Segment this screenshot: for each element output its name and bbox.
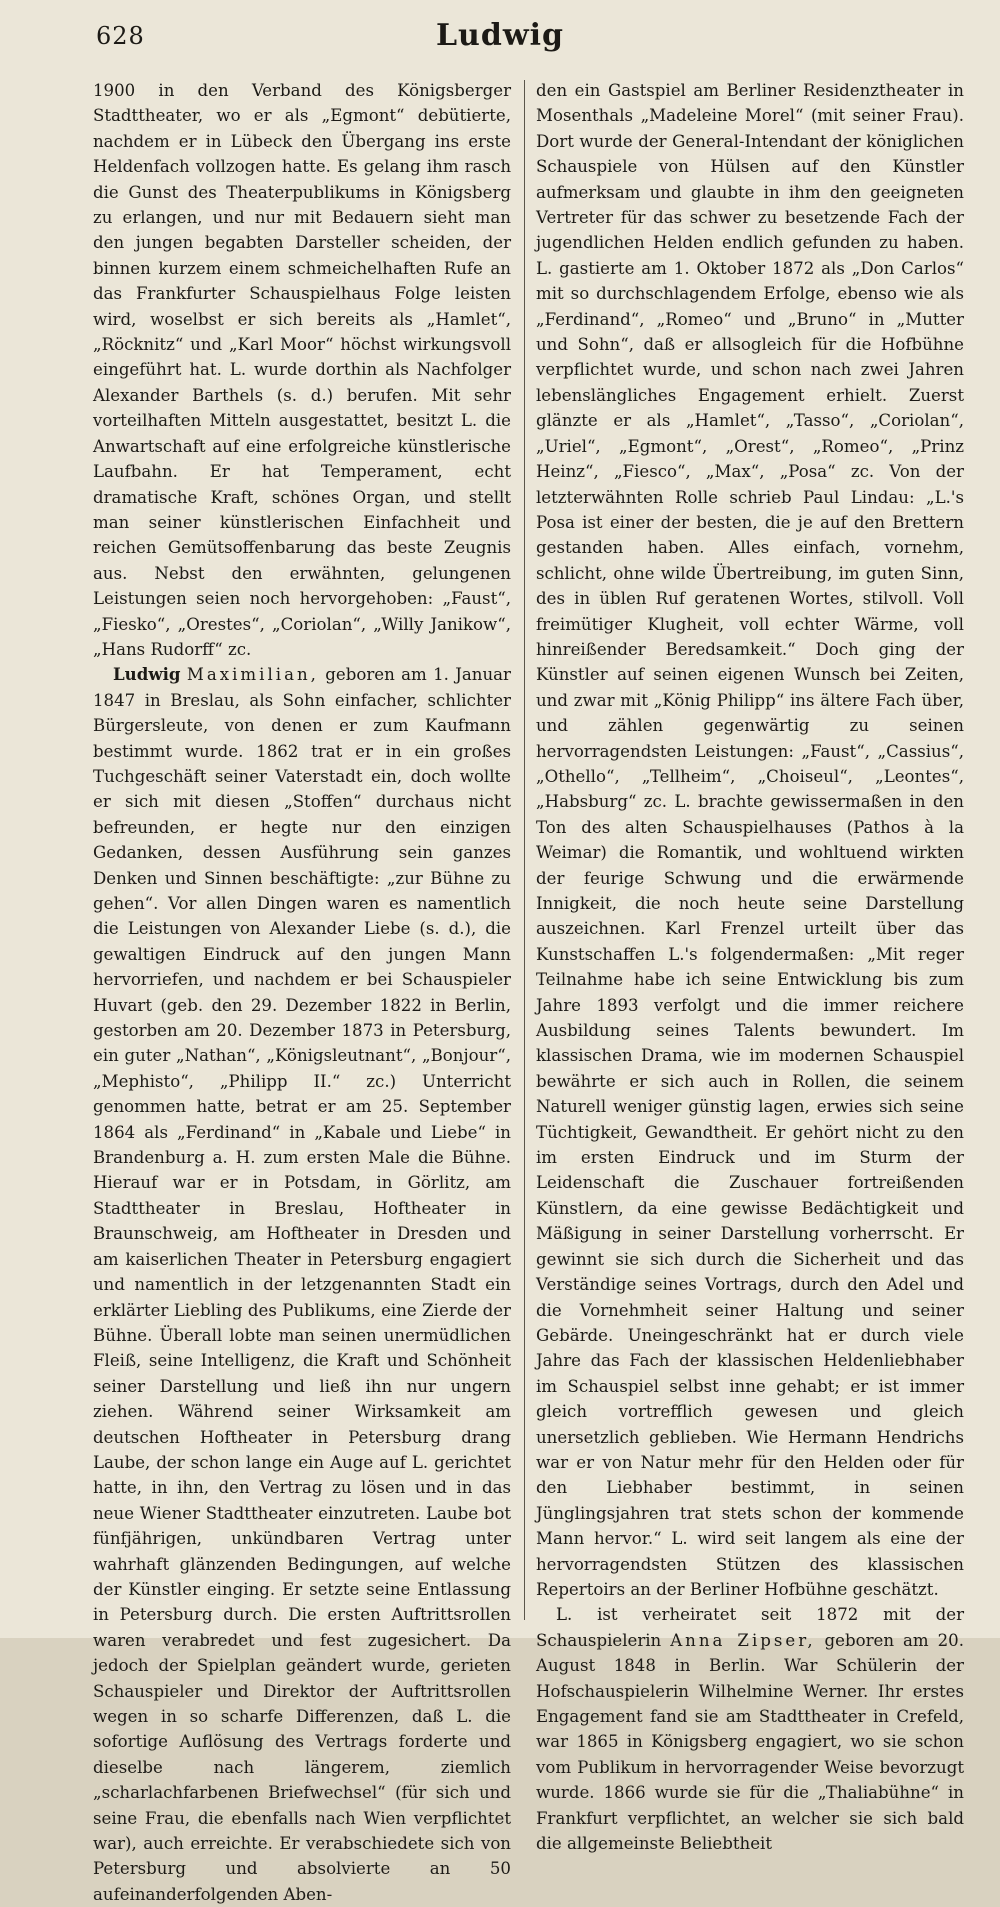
spouse-name: Anna Zipser, (670, 1630, 816, 1650)
entry-headword: Ludwig (113, 664, 181, 685)
paragraph-spouse (536, 1602, 964, 1856)
right-column (536, 78, 964, 1856)
spouse-text-end: geboren am 20. August 1848 in Berlin. War Schülerin der Hofschauspielerin Wilhelmine Werner. Ihr erstes Engagement fand sie am Stadttheater in Crefeld, war 1865 in Königsberg engagiert, wo sie schon vom Publikum in hervorragender Weise bevorzugt wurde. 1866 wurde sie für die „Thaliabühne“ in Frankfurt verpflichtet, an welcher sie sich bald die allgemeinste Beliebtheit (536, 1630, 964, 1854)
running-head: Ludwig (435, 18, 565, 53)
entry-given-name: Maximilian, (186, 665, 319, 685)
paragraph-continuation: 1900 in den Verband des Königsberger Stadttheater, wo er als „Egmont“ debütierte, nachdem er in Lübeck den Übergang ins erste Heldenfach vollzogen hatte. Es gelang ihm rasch die Gunst des Theaterpublikums in Königsberg zu erlangen, und nur mit Bedauern sieht man den jungen begabten Darsteller scheiden, der binnen kurzem einem schmeichelhaften Rufe an das Frankfurter Schauspielhaus Folge leisten wird, woselbst er sich bereits als „Hamlet“, „Röcknitz“ und „Karl Moor“ höchst wirkungsvoll eingeführt hat. L. wurde dorthin als Nachfolger Alexander Barthels (s. d.) berufen. Mit sehr vorteilhaften Mitteln ausgestattet, besitzt L. die Anwartschaft auf eine erfolgreiche künstlerische Laufbahn. Er hat Temperament, echt dramatische Kraft, schönes Organ, und stellt man seiner künstlerischen Einfachheit und reichen Gemütsoffenbarung das beste Zeugnis aus. Nebst den erwähnten, gelungenen Leistungen seien noch hervorgehoben: „Faust“, „Fiesko“, „Orestes“, „Coriolan“, „Willy Janikow“, „Hans Rudorff“ zc. (93, 81, 511, 659)
entry-ludwig-maximilian (93, 662, 511, 1907)
left-column (93, 78, 511, 1907)
spouse-text-start: L. ist verheiratet seit 1872 mit der Schauspielerin (536, 1605, 964, 1650)
page-number: 628 (96, 22, 145, 50)
entry-text: geboren am 1. Januar 1847 in Breslau, als Sohn einfacher, schlichter Bürgersleute, von denen er zum Kaufmann bestimmt wurde. 1862 trat er in ein großes Tuchgeschäft seiner Vaterstadt ein, doch wollte er sich mit diesen „Stoffen“ durchaus nicht befreunden, er hegte nur den einzigen Gedanken, dessen Ausführung sein ganzes Denken und Sinnen beschäftigte: „zur Bühne zu gehen“. Vor allen Dingen waren es namentlich die Leistungen von Alexander Liebe (s. d.), die gewaltigen Eindruck auf den jungen Mann hervorriefen, und nachdem er bei Schauspieler Huvart (geb. den 29. Dezember 1822 in Berlin, gestorben am 20. Dezember 1873 in Petersburg, ein guter „Nathan“, „Königsleutnant“, „Bonjour“, „Mephisto“, „Philipp II.“ zc.) Unterricht genommen hatte, betrat er am 25. September 1864 als „Ferdinand“ in „Kabale und Liebe“ in Brandenburg a. H. zum ersten Male die Bühne. Hierauf war er in Potsdam, in Görlitz, am Stadttheater in Breslau, Hoftheater in Braunschweig, am Hoftheater in Dresden und am kaiserlichen Theater in Petersburg engagiert und namentlich in der letzgenannten Stadt ein erklärter Liebling des Publikums, eine Zierde der Bühne. Überall lobte man seinen unermüdlichen Fleiß, seine Intelligenz, die Kraft und Schönheit seiner Darstellung und ließ ihn nur ungern ziehen. Während seiner Wirksamkeit am deutschen Hoftheater in Petersburg drang Laube, der schon lange ein Auge auf L. gerichtet hatte, in ihn, den Vertrag zu lösen und in das neue Wiener Stadttheater einzutreten. Laube bot fünfjährigen, unkündbaren Vertrag unter wahrhaft glänzenden Bedingungen, auf welche der Künstler einging. Er setzte seine Entlassung in Petersburg durch. Die ersten Auftrittsrollen waren verabredet und fest zugesichert. Da jedoch der Spielplan geändert wurde, gerieten Schauspieler und Direktor der Auftrittsrollen wegen in so scharfe Differenzen, daß L. die sofortige Auflösung des Vertrags forderte und dieselbe nach längerem, ziemlich „scharlachfarbenen Briefwechsel“ (für sich und seine Frau, die ebenfalls nach Wien verpflichtet war), auch erreichte. Er verabschiedete sich von Petersburg und absolvierte an 50 aufeinanderfolgenden Aben- (93, 665, 511, 1904)
column-divider (524, 80, 525, 1620)
paragraph-continuation-right: den ein Gastspiel am Berliner Residenztheater in Mosenthals „Madeleine Morel“ (mit seiner Frau). Dort wurde der General-Intendant der königlichen Schauspiele von Hülsen auf den Künstler aufmerksam und glaubte in ihm den geeigneten Vertreter für das schwer zu besetzende Fach der jugendlichen Helden endlich gefunden zu haben. L. gastierte am 1. Oktober 1872 als „Don Carlos“ mit so durchschlagendem Erfolge, ebenso wie als „Ferdinand“, „Romeo“ und „Bruno“ in „Mutter und Sohn“, daß er allsogleich für die Hofbühne verpflichtet wurde, und schon nach zwei Jahren lebenslängliches Engagement erhielt. Zuerst glänzte er als „Hamlet“, „Tasso“, „Coriolan“, „Uriel“, „Egmont“, „Orest“, „Romeo“, „Prinz Heinz“, „Fiesco“, „Max“, „Posa“ zc. Von der letzterwähnten Rolle schrieb Paul Lindau: „L.'s Posa ist einer der besten, die je auf den Brettern gestanden haben. Alles einfach, vornehm, schlicht, ohne wilde Übertreibung, im guten Sinn, des in üblen Ruf geratenen Wortes, stilvoll. Voll freimütiger Klugheit, voll echter Wärme, voll hinreißender Beredsamkeit.“ Doch ging der Künstler auf seinen eigenen Wunsch bei Zeiten, und zwar mit „König Philipp“ ins ältere Fach über, und zählen gegenwärtig zu seinen hervorragendsten Leistungen: „Faust“, „Cassius“, „Othello“, „Tellheim“, „Choiseul“, „Leontes“, „Habsburg“ zc. L. brachte gewissermaßen in den Ton des alten Schauspielhauses (Pathos à la Weimar) die Romantik, und wohltuend wirkten der feurige Schwung und die erwärmende Innigkeit, die noch heute seine Darstellung auszeichnen. Karl Frenzel urteilt über das Kunstschaffen L.'s folgendermaßen: „Mit reger Teilnahme habe ich seine Entwicklung bis zum Jahre 1893 verfolgt und die immer reichere Ausbildung seines Talents bewundert. Im klassischen Drama, wie im modernen Schauspiel bewährte er sich auch in Rollen, die seinem Naturell weniger günstig lagen, erwies sich seine Tüchtigkeit, Gewandtheit. Er gehört nicht zu den im ersten Eindruck und im Sturm der Leidenschaft die Zuschauer fortreißenden Künstlern, da eine gewisse Bedächtigkeit und Mäßigung in seiner Darstellung vorherrscht. Er gewinnt sie sich durch die Sicherheit und das Verständige seines Vortrags, durch den Adel und die Vornehmheit seiner Haltung und seiner Gebärde. Uneingeschränkt hat er durch viele Jahre das Fach der klassischen Heldenliebhaber im Schauspiel selbst inne gehabt; er ist immer gleich vortrefflich gewesen und gleich unersetzlich geblieben. Wie Hermann Hendrichs war er von Natur mehr für den Helden oder für den Liebhaber bestimmt, in seinen Jünglingsjahren trat stets schon der kommende Mann hervor.“ L. wird seit langem als eine der hervorragendsten Stützen des klassischen Repertoirs an der Berliner Hofbühne geschätzt. (536, 81, 964, 1599)
